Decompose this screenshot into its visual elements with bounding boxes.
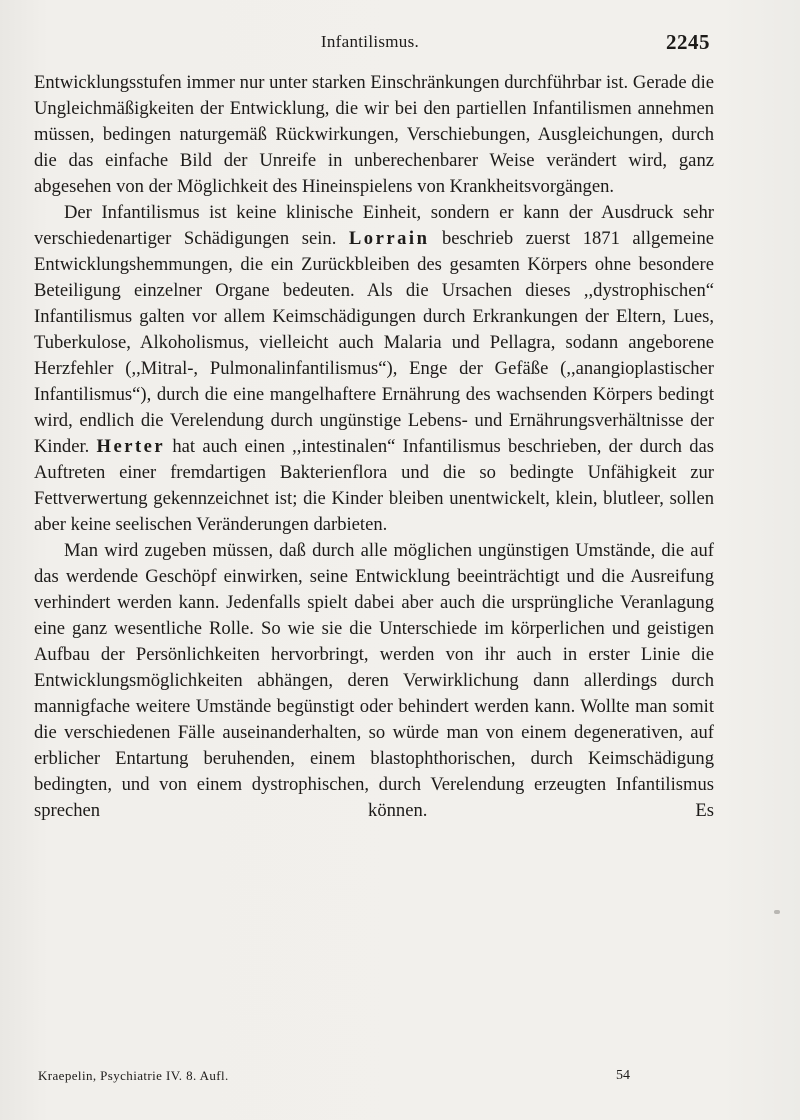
paragraph	[34, 70, 714, 200]
page-footer	[38, 1068, 718, 1092]
body-text	[34, 70, 714, 824]
text-run: hat auch einen ,,intestinalen“ Infantilismus beschrieben, der durch das Auftreten einer fremdartigen Bakterienflora und die so bedingte Unfähigkeit zur Fettverwertung gekennzeichnet ist; die Kinder bleiben unentwickelt, klein, blutleer, sollen aber keine seelischen Veränderungen darbieten.	[34, 436, 714, 535]
paragraph	[34, 538, 714, 824]
text-run: Man wird zugeben müssen, daß durch alle möglichen ungünstigen Umstände, die auf das werdende Geschöpf einwirken, seine Entwicklung beeinträchtigt und die Ausreifung verhindert werden kann. Jedenfalls spielt dabei aber auch die ursprüngliche Veranlagung eine ganz wesentliche Rolle. So wie sie die Unterschiede im körperlichen und geistigen Aufbau der Persönlichkeiten hervorbringt, werden von ihr auch in erster Linie die Entwicklungsmöglichkeiten abhängen, deren Verwirklichung dann allerdings durch mannigfache weitere Umstände begünstigt oder behindert werden kann. Wollte man somit die verschiedenen Fälle auseinanderhalten, so würde man von einem degenerativen, auf erblicher Entartung beruhenden, einem blastophthorischen, durch Keimschädigung bedingten, und von einem dystrophischen, durch Verelendung erzeugten Infantilismus sprechen können. Es	[34, 540, 714, 821]
text-run: Der Infantilismus ist keine klinische Einheit, sondern er kann der Ausdruck sehr verschiedenartiger Schädigungen sein.	[34, 202, 714, 249]
printer-signature: 54	[616, 1068, 630, 1083]
running-title: Infantilismus.	[320, 32, 420, 51]
text-run: Entwicklungsstufen immer nur unter starken Einschränkungen durchführbar ist. Gerade die Ungleichmäßigkeiten der Entwicklung, die wir bei den partiellen Infantilismen annehmen müssen, bedingen naturgemäß Rückwirkungen, Verschiebungen, Ausgleichungen, durch die das einfache Bild der Unreife in unberechenbarer Weise verändert wird, ganz abgesehen von der Möglichkeit des Hineinspielens von Krankheitsvorgängen.	[34, 72, 714, 197]
author-name: Lorrain	[348, 228, 430, 249]
author-name: Herter	[96, 436, 166, 457]
page-header	[0, 30, 800, 60]
paper-speck	[774, 910, 780, 914]
footer-source: Kraepelin, Psychiatrie IV. 8. Aufl.	[38, 1068, 229, 1083]
page-number: 2245	[666, 30, 710, 54]
paragraph	[34, 200, 714, 538]
text-run: beschrieb zuerst 1871 allgemeine Entwicklungshemmungen, die ein Zurückbleiben des gesamten Körpers ohne besondere Beteiligung einzelner Organe bedeuten. Als die Ursachen dieses ,,dystrophischen“ Infantilismus galten vor allem Keimschädigungen durch Erkrankungen der Eltern, Lues, Tuberkulose, Alkoholismus, vielleicht auch Malaria und Pellagra, sodann angeborene Herzfehler (,,Mitral-, Pulmonalinfantilismus“), Enge der Gefäße (,,anangioplastischer Infantilismus“), durch die eine mangelhaftere Ernährung des wachsenden Körpers bedingt wird, endlich die Verelendung durch ungünstige Lebens- und Ernährungsverhältnisse der Kinder.	[34, 228, 714, 457]
